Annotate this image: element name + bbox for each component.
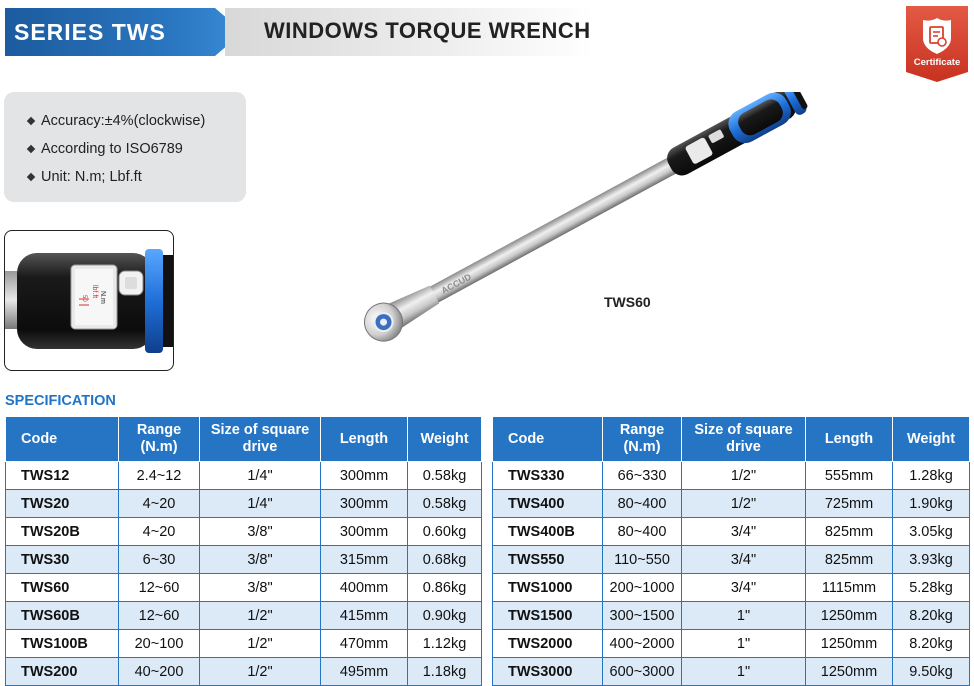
feature-item: Accuracy:±4%(clockwise) — [28, 107, 205, 135]
cell-drive: 3/4" — [682, 546, 806, 574]
cell-code: TWS20 — [6, 490, 119, 518]
cell-drive: 1" — [682, 630, 806, 658]
cell-drive: 1" — [682, 658, 806, 686]
cell-weight: 9.50kg — [893, 658, 970, 686]
cell-code: TWS1500 — [493, 602, 603, 630]
page-title: WINDOWS TORQUE WRENCH — [264, 18, 591, 43]
cell-weight: 0.58kg — [408, 490, 482, 518]
table-row — [6, 574, 482, 602]
table-row — [493, 490, 970, 518]
table-row — [6, 462, 482, 490]
cell-range: 2.4~12 — [119, 462, 200, 490]
bullet-diamond-icon — [27, 145, 35, 153]
cell-length: 1250mm — [806, 658, 893, 686]
table-row — [6, 518, 482, 546]
cell-range: 12~60 — [119, 574, 200, 602]
cell-drive: 3/8" — [200, 574, 321, 602]
cell-range: 12~60 — [119, 602, 200, 630]
specification-heading: SPECIFICATION — [5, 393, 116, 409]
cell-weight: 0.60kg — [408, 518, 482, 546]
table-row — [493, 546, 970, 574]
cell-weight: 1.18kg — [408, 658, 482, 686]
cell-length: 1115mm — [806, 574, 893, 602]
table-row — [6, 546, 482, 574]
table-row — [493, 574, 970, 602]
cell-range: 66~330 — [603, 462, 682, 490]
feature-item: Unit: N.m; Lbf.ft — [28, 163, 205, 191]
brand-mark: ACCUD — [439, 271, 473, 296]
cell-code: TWS1000 — [493, 574, 603, 602]
cell-length: 470mm — [321, 630, 408, 658]
cell-drive: 1/2" — [200, 658, 321, 686]
cell-code: TWS400B — [493, 518, 603, 546]
feature-list — [28, 107, 205, 191]
cell-length: 1250mm — [806, 630, 893, 658]
cell-length: 1250mm — [806, 602, 893, 630]
cell-range: 110~550 — [603, 546, 682, 574]
table-row — [6, 490, 482, 518]
cell-drive: 1" — [682, 602, 806, 630]
spec-table-right — [492, 416, 970, 686]
cell-code: TWS20B — [6, 518, 119, 546]
gauge-units-label-2: N.m — [99, 291, 106, 304]
col-drive: Size of square drive — [200, 417, 321, 462]
bullet-diamond-icon — [27, 173, 35, 181]
cell-drive: 1/4" — [200, 490, 321, 518]
cell-code: TWS30 — [6, 546, 119, 574]
handle-closeup-image — [4, 230, 174, 371]
spec-table-left — [5, 416, 482, 686]
cell-length: 300mm — [321, 518, 408, 546]
certificate-badge-icon — [906, 6, 968, 82]
feature-item: According to ISO6789 — [28, 135, 205, 163]
cell-weight: 3.93kg — [893, 546, 970, 574]
cell-code: TWS330 — [493, 462, 603, 490]
table-row — [493, 462, 970, 490]
col-code: Code — [6, 417, 119, 462]
cell-weight: 8.20kg — [893, 630, 970, 658]
cell-length: 555mm — [806, 462, 893, 490]
cell-code: TWS60 — [6, 574, 119, 602]
cell-code: TWS550 — [493, 546, 603, 574]
table-row — [493, 518, 970, 546]
cell-weight: 1.90kg — [893, 490, 970, 518]
col-drive: Size of square drive — [682, 417, 806, 462]
series-title: SERIES TWS — [14, 19, 166, 45]
table-row — [493, 658, 970, 686]
cell-code: TWS200 — [6, 658, 119, 686]
col-length: Length — [806, 417, 893, 462]
model-label: TWS60 — [604, 294, 651, 310]
cell-drive: 3/8" — [200, 518, 321, 546]
gauge-units-label: lbf.ft — [91, 285, 98, 299]
certificate-label: Certificate — [913, 57, 961, 68]
cell-range: 600~3000 — [603, 658, 682, 686]
cell-drive: 1/2" — [682, 490, 806, 518]
table-row — [6, 602, 482, 630]
cell-range: 200~1000 — [603, 574, 682, 602]
cell-length: 495mm — [321, 658, 408, 686]
cell-length: 400mm — [321, 574, 408, 602]
cell-range: 20~100 — [119, 630, 200, 658]
cell-weight: 5.28kg — [893, 574, 970, 602]
cell-weight: 8.20kg — [893, 602, 970, 630]
col-range: Range (N.m) — [603, 417, 682, 462]
cell-weight: 1.12kg — [408, 630, 482, 658]
bullet-diamond-icon — [27, 117, 35, 125]
cell-code: TWS400 — [493, 490, 603, 518]
cell-drive: 3/8" — [200, 546, 321, 574]
cell-drive: 3/4" — [682, 574, 806, 602]
col-weight: Weight — [893, 417, 970, 462]
cell-code: TWS2000 — [493, 630, 603, 658]
cell-range: 300~1500 — [603, 602, 682, 630]
cell-drive: 1/2" — [200, 602, 321, 630]
col-code: Code — [493, 417, 603, 462]
cell-range: 80~400 — [603, 490, 682, 518]
cell-length: 415mm — [321, 602, 408, 630]
cell-weight: 1.28kg — [893, 462, 970, 490]
cell-code: TWS3000 — [493, 658, 603, 686]
torque-wrench-image — [340, 92, 840, 352]
cell-drive: 1/2" — [200, 630, 321, 658]
table-row — [493, 630, 970, 658]
col-weight: Weight — [408, 417, 482, 462]
cell-code: TWS60B — [6, 602, 119, 630]
gauge-value: 50 — [81, 295, 87, 302]
cell-weight: 0.58kg — [408, 462, 482, 490]
cell-range: 80~400 — [603, 518, 682, 546]
table-row — [6, 630, 482, 658]
cell-drive: 1/2" — [682, 462, 806, 490]
col-length: Length — [321, 417, 408, 462]
cell-weight: 0.90kg — [408, 602, 482, 630]
cell-length: 825mm — [806, 518, 893, 546]
cell-length: 825mm — [806, 546, 893, 574]
cell-weight: 3.05kg — [893, 518, 970, 546]
cell-code: TWS100B — [6, 630, 119, 658]
cell-weight: 0.68kg — [408, 546, 482, 574]
cell-length: 725mm — [806, 490, 893, 518]
cell-range: 6~30 — [119, 546, 200, 574]
cell-weight: 0.86kg — [408, 574, 482, 602]
cell-drive: 1/4" — [200, 462, 321, 490]
table-row — [493, 602, 970, 630]
cell-length: 300mm — [321, 462, 408, 490]
cell-drive: 3/4" — [682, 518, 806, 546]
cell-range: 400~2000 — [603, 630, 682, 658]
table-row — [6, 658, 482, 686]
cell-length: 315mm — [321, 546, 408, 574]
feature-list-box — [4, 92, 246, 202]
col-range: Range (N.m) — [119, 417, 200, 462]
cell-code: TWS12 — [6, 462, 119, 490]
cell-range: 4~20 — [119, 490, 200, 518]
cell-length: 300mm — [321, 490, 408, 518]
cell-range: 4~20 — [119, 518, 200, 546]
cell-range: 40~200 — [119, 658, 200, 686]
